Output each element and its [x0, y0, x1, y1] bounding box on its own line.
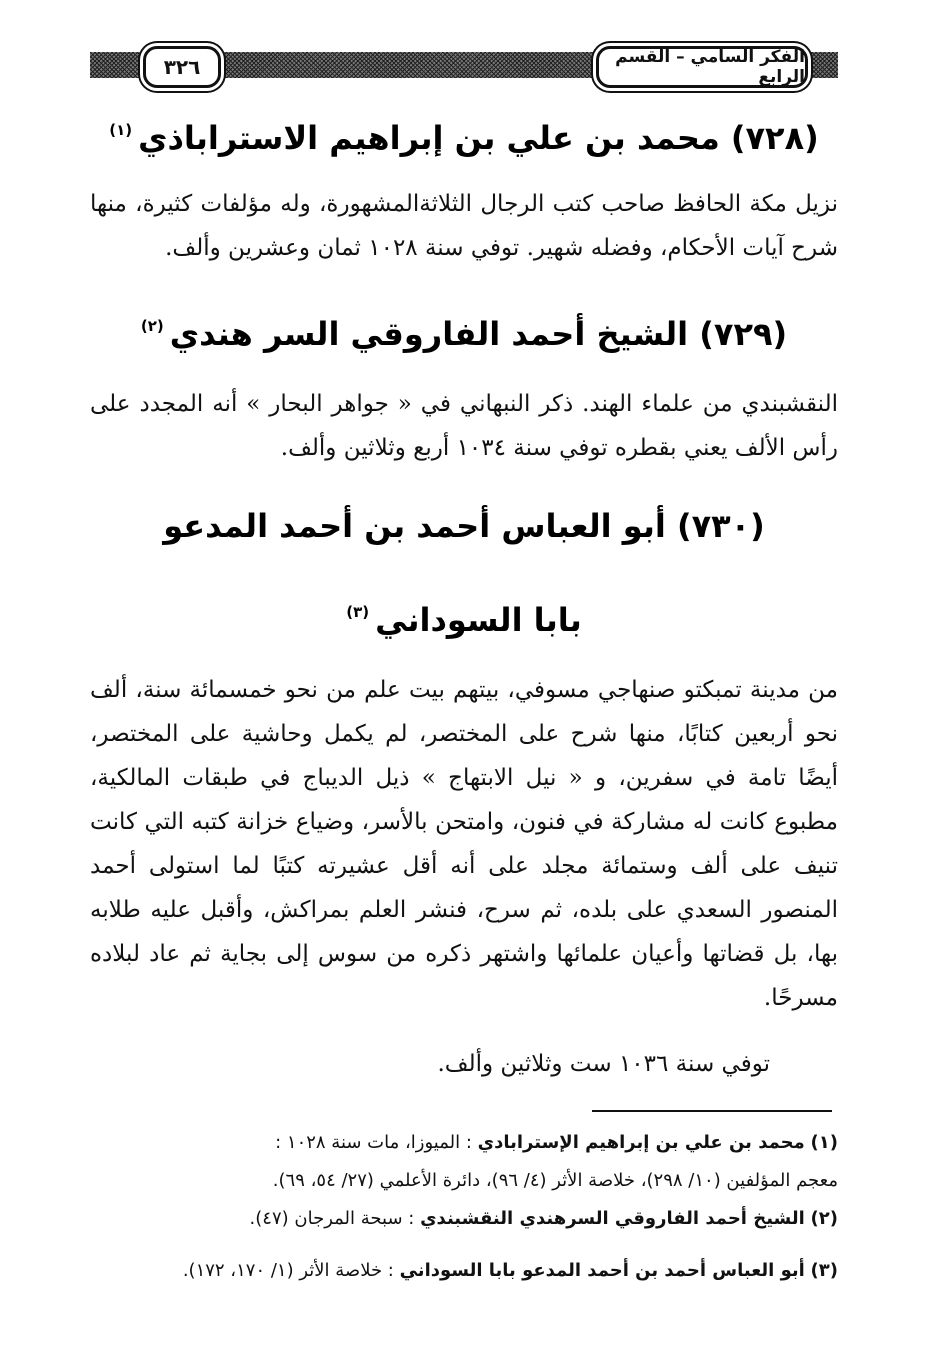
page-number-text: ٣٢٦: [163, 55, 201, 79]
entry-730-title-line2: [90, 580, 838, 652]
entry-730-title-line1: (٧٣٠) أبو العباس أحمد بن أحمد المدعو: [163, 507, 765, 545]
footnote-1-line2: معجم المؤلفين (١٠/ ٢٩٨)، خلاصة الأثر (٤/ ٩٦)، دائرة الأعلمي (٢٧/ ٥٤، ٦٩).: [272, 1170, 838, 1191]
footnote-ref-1: (١): [109, 121, 133, 139]
footnote-ref-3: (٣): [346, 603, 370, 621]
footnotes: [90, 1124, 838, 1290]
footnote-1-name: محمد بن علي بن إبراهيم الإسترابادي: [477, 1132, 805, 1153]
entry-730-title-line2-text: بابا السوداني: [375, 601, 582, 639]
footnote-2: [90, 1200, 838, 1238]
entry-729-title: [90, 294, 838, 366]
footnote-separator: [592, 1110, 832, 1112]
footnote-2-text: : سبحة المرجان (٤٧).: [249, 1208, 415, 1229]
page-body: [90, 98, 838, 1086]
footnote-3-text: : خلاصة الأثر (١/ ١٧٠، ١٧٢).: [182, 1260, 394, 1281]
running-title: [596, 46, 808, 88]
footnote-ref-2: (٢): [140, 317, 164, 335]
footnote-1: [90, 1124, 838, 1162]
footnote-1-text: : الميوزا، مات سنة ١٠٢٨ :: [275, 1132, 472, 1153]
footnote-3-name: أبو العباس أحمد بن أحمد المدعو بابا السوداني: [399, 1260, 805, 1281]
page-header: [0, 0, 936, 96]
footnote-3: [90, 1252, 838, 1290]
footnote-2-name: الشيخ أحمد الفاروقي السرهندي النقشبندي: [420, 1208, 805, 1229]
entry-730-paragraph: من مدينة تمبكتو صنهاجي مسوفي، بيتهم بيت علم من نحو خمسمائة سنة، ألف نحو أربعين كتابًا، منها شرح على المختصر، لم يكمل وحاشية على المختصر، أيضًا تامة في سفرين، و « نيل الابتهاج » ذيل الديباج في طبقات المالكية، مطبوع كانت له مشاركة في فنون، وامتحن بالأسر، وضياع خزانة كتبه التي كانت تنيف على ألف وستمائة مجلد على أنه أقل عشيرته كتبًا لما استولى أحمد المنصور السعدي على بلده، ثم سرح، فنشر العلم بمراكش، وأقبل عليه طلابه بها، بل قضاتها وأعيان علمائها واشتهر ذكره من سوس إلى بجاية ثم عاد لبلاده مسرحًا.: [90, 677, 838, 1011]
footnote-2-number: (٢): [810, 1208, 838, 1229]
entry-728-title-text: (٧٢٨) محمد بن علي بن إبراهيم الاستراباذي: [138, 119, 819, 157]
footnote-3-number: (٣): [810, 1260, 838, 1281]
entry-729-title-text: (٧٢٩) الشيخ أحمد الفاروقي السر هندي: [169, 315, 788, 353]
footnote-1-number: (١): [810, 1132, 838, 1153]
running-title-text: الفكر السامي – القسم الرابع: [615, 47, 805, 87]
entry-729-paragraph: النقشبندي من علماء الهند. ذكر النبهاني في « جواهر البحار » أنه المجدد على رأس الألف يعني بقطره توفي سنة ١٠٣٤ أربع وثلاثين وألف.: [90, 391, 838, 461]
entry-728-paragraph: نزيل مكة الحافظ صاحب كتب الرجال الثلاثةالمشهورة، وله مؤلفات كثيرة، منها شرح آيات الأحكام، وفضله شهير. توفي سنة ١٠٢٨ ثمان وعشرين وألف.: [90, 191, 838, 261]
page-number: [143, 46, 221, 88]
entry-730-death-line: توفي سنة ١٠٣٦ ست وثلاثين وألف.: [437, 1051, 770, 1077]
entry-728-title: [90, 98, 838, 170]
